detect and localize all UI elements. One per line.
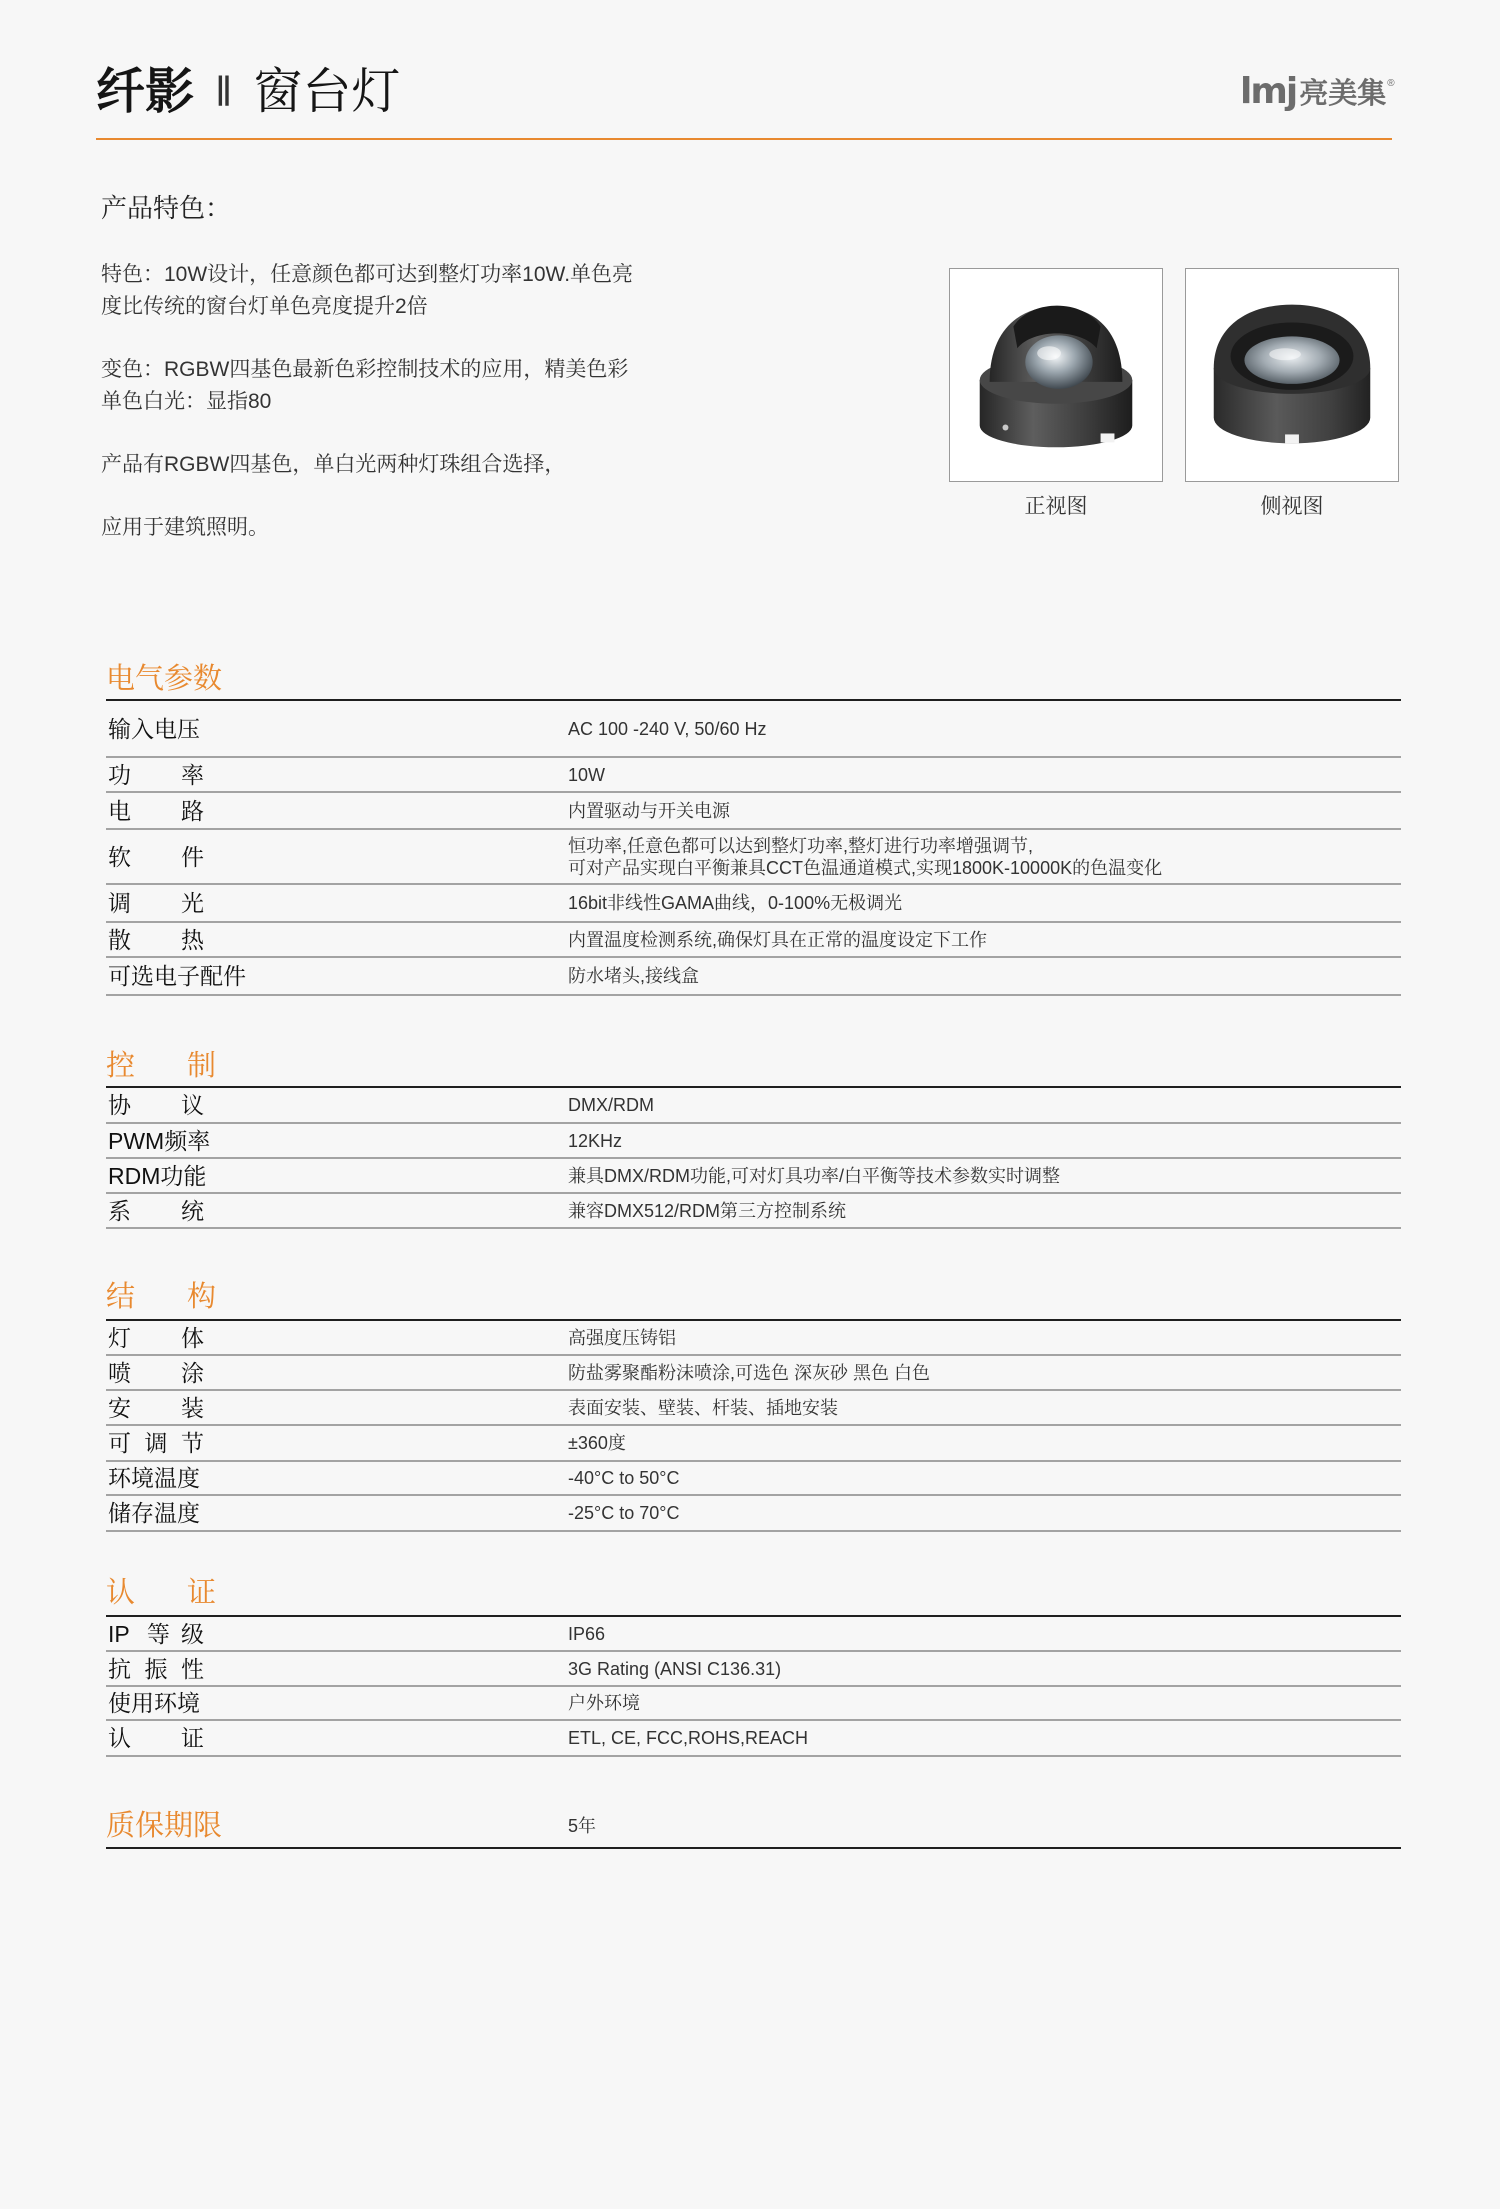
table-row: [106, 1124, 1401, 1159]
section-title-text: 认 证: [106, 1577, 216, 1609]
spec-value: 3G Rating (ANSI C136.31): [568, 1658, 782, 1679]
feature-line: 应用于建筑照明。: [101, 516, 269, 539]
spec-value: [568, 835, 1162, 879]
spec-label-text: 可 调 节: [108, 1430, 204, 1456]
table-row: [106, 1617, 1401, 1652]
spec-label-text: 喷 涂: [108, 1359, 204, 1386]
spec-label: [106, 889, 568, 917]
features-heading: 产品特色：: [101, 193, 232, 223]
section-title-certification: [106, 1575, 216, 1611]
logo-cjk: 亮美集: [1299, 78, 1387, 110]
spec-label: [106, 1197, 568, 1225]
control-table: [106, 1086, 1401, 1229]
table-row: [106, 1088, 1401, 1124]
spec-value: 10W: [568, 764, 606, 785]
spec-label-text: 灯 体: [108, 1324, 204, 1351]
spec-label: [106, 1689, 568, 1717]
spec-value: 防水堵头,接线盒: [568, 966, 700, 986]
spec-label: [106, 1162, 568, 1190]
feature-paragraph: [101, 259, 861, 323]
table-row: [106, 885, 1401, 923]
spec-value: ETL, CE, FCC,ROHS,REACH: [568, 1728, 809, 1748]
feature-paragraph: [101, 449, 861, 481]
table-row: [106, 758, 1401, 793]
spec-value: -25°C to 70°C: [568, 1503, 680, 1523]
table-row: [106, 1721, 1401, 1757]
spec-label: [106, 761, 568, 789]
feature-line: 度比传统的窗台灯单色亮度提升2倍: [101, 295, 428, 318]
spec-label: [106, 1091, 568, 1119]
spec-value: 内置温度检测系统,确保灯具在正常的温度设定下工作: [568, 929, 987, 950]
warranty-title: 质保期限: [106, 1810, 223, 1842]
spec-label-text: 可选电子配件: [108, 963, 246, 989]
spec-label: [106, 1394, 568, 1422]
table-row: [106, 701, 1401, 758]
spec-label: [106, 1324, 568, 1352]
spec-label-text: 协 议: [108, 1092, 204, 1118]
spec-label: [106, 1724, 568, 1752]
spec-value: DMX/RDM: [568, 1095, 654, 1115]
spec-label: [106, 797, 568, 825]
structure-table: [106, 1319, 1401, 1532]
section-title-text: 控 制: [106, 1050, 216, 1082]
table-row: [106, 1321, 1401, 1356]
warranty-value: 5年: [568, 1816, 597, 1836]
spec-label-text: 环境温度: [108, 1465, 200, 1491]
warranty-row: [106, 1805, 1401, 1849]
lens: [1025, 335, 1092, 388]
spec-value: 兼具DMX/RDM功能,可对灯具功率/白平衡等技术参数实时调整: [568, 1165, 1060, 1186]
spec-value: 16bit非线性GAMA曲线，0-100%无极调光: [568, 893, 903, 913]
cable-notch: [1285, 434, 1299, 443]
spec-label-text: 抗 振 性: [108, 1655, 204, 1682]
spec-label-text: PWM频率: [108, 1127, 211, 1154]
spec-label-text: 系 统: [108, 1197, 204, 1224]
spec-value: IP66: [568, 1623, 606, 1644]
spec-label: [106, 1499, 568, 1527]
spec-label: [106, 926, 568, 954]
spec-label-text: 功 率: [108, 761, 204, 788]
table-row: [106, 1652, 1401, 1687]
lens-highlight: [1269, 348, 1301, 360]
section-title-text: 结 构: [106, 1281, 216, 1313]
spec-value-line: 可对产品实现白平衡兼具CCT色温通道模式,实现1800K-10000K的色温变化: [568, 857, 1163, 878]
feature-line: 变色：RGBW四基色最新色彩控制技术的应用，精美色彩: [101, 358, 629, 381]
lens: [1244, 336, 1339, 384]
spec-label-text: 散 热: [108, 926, 204, 953]
section-title-text: 电气参数: [106, 663, 223, 695]
side-view-caption: 侧视图: [1260, 495, 1324, 518]
spec-label: [106, 1655, 568, 1683]
front-view-caption: 正视图: [1024, 495, 1088, 518]
spec-label: [106, 1429, 568, 1457]
spec-value: 表面安装、壁装、杆装、插地安装: [568, 1397, 838, 1418]
screw: [1003, 425, 1009, 431]
spec-label: [106, 843, 568, 871]
table-row: [106, 1391, 1401, 1426]
spec-value: ±360度: [568, 1433, 626, 1453]
spec-label-text: 认 证: [108, 1725, 204, 1751]
spec-label: [106, 1464, 568, 1492]
spec-label-text: 电 路: [108, 797, 204, 824]
spec-value: -40°C to 50°C: [568, 1468, 680, 1488]
table-row: [106, 830, 1401, 885]
page-title: [96, 63, 400, 121]
cable-notch: [1101, 433, 1115, 442]
table-row: [106, 1426, 1401, 1462]
spec-value: 内置驱动与开关电源: [568, 800, 730, 821]
side-view-figure: [1185, 268, 1399, 521]
spec-value: 户外环境: [568, 1693, 640, 1713]
spec-value: 高强度压铸铝: [568, 1327, 676, 1348]
series-name: 纤影: [96, 65, 195, 119]
header-divider: [96, 138, 1392, 140]
table-row: [106, 923, 1401, 958]
front-view-frame: [949, 268, 1163, 482]
product-side-image: [1186, 269, 1398, 481]
spec-value: 兼容DMX512/RDM第三方控制系统: [568, 1200, 847, 1221]
spec-label: [106, 1127, 568, 1155]
spec-label-text: RDM功能: [108, 1162, 207, 1189]
feature-paragraph: [101, 512, 861, 544]
spec-label-text: 输入电压: [108, 715, 200, 742]
certification-table: [106, 1615, 1401, 1757]
spec-value: AC 100 -240 V, 50/60 Hz: [568, 718, 767, 739]
side-view-frame: [1185, 268, 1399, 482]
product-name: 窗台灯: [253, 65, 401, 119]
feature-line: 特色：10W设计，任意颜色都可达到整灯功率10W.单色亮: [101, 263, 634, 286]
spec-label-text: 调 光: [108, 890, 204, 916]
spec-label-text: 安 装: [108, 1394, 204, 1421]
spec-label: [106, 1359, 568, 1387]
table-row: [106, 1462, 1401, 1496]
section-title-structure: [106, 1279, 216, 1315]
section-title-control: [106, 1048, 216, 1084]
company-logo: [1240, 70, 1395, 114]
table-row: [106, 1194, 1401, 1229]
table-row: [106, 1159, 1401, 1194]
table-row: [106, 1687, 1401, 1721]
spec-label: [106, 962, 568, 990]
spec-value: 防盐雾聚酯粉沫喷涂,可选色 深灰砂 黑色 白色: [568, 1362, 931, 1383]
table-row: [106, 958, 1401, 996]
spec-value-line: 恒功率,任意色都可以达到整灯功率,整灯进行功率增强调节,: [568, 835, 1034, 856]
lens-highlight: [1037, 346, 1061, 360]
feature-line: 产品有RGBW四基色，单白光两种灯珠组合选择，: [101, 453, 566, 476]
spec-label-text: 软 件: [108, 843, 204, 870]
spec-label-text: IP 等级: [108, 1620, 204, 1647]
section-title-electrical: [106, 661, 222, 697]
spec-label-text: 储存温度: [108, 1500, 200, 1526]
product-front-image: [950, 269, 1162, 481]
feature-paragraph: [101, 354, 861, 418]
table-row: [106, 793, 1401, 830]
spec-label: [106, 1620, 568, 1648]
table-row: [106, 1496, 1401, 1532]
table-row: [106, 1356, 1401, 1391]
title-separator: ‖: [215, 68, 233, 115]
features-body: [101, 259, 861, 575]
feature-line: 单色白光：显指80: [101, 390, 272, 413]
electrical-table: [106, 699, 1401, 996]
spec-value: 12KHz: [568, 1130, 623, 1151]
logo-registered-mark: ®: [1387, 78, 1395, 89]
spec-label: [106, 715, 568, 743]
logo-latin: lmj: [1240, 71, 1297, 112]
front-view-figure: [949, 268, 1163, 521]
spec-label-text: 使用环境: [108, 1690, 200, 1716]
